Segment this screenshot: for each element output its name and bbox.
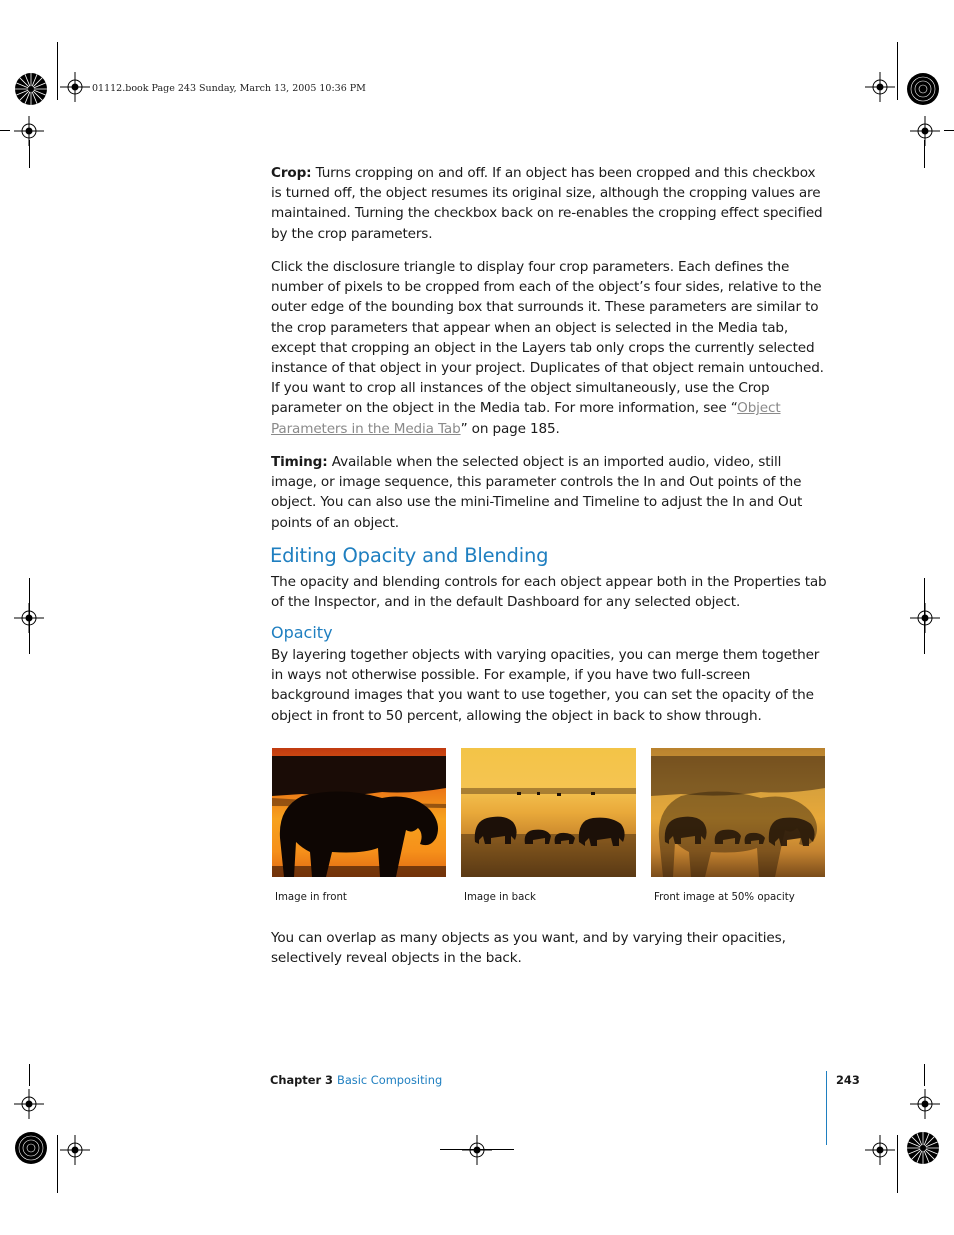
crosshair-target-icon	[865, 1135, 895, 1165]
crop-detail-paragraph	[271, 257, 827, 439]
timing-lead: Timing:	[271, 454, 328, 470]
crop-line	[897, 42, 898, 100]
closing-paragraph: You can overlap as many objects as you want, and by varying their opacities, selectively reveal objects in the back.	[271, 930, 786, 967]
crop-line	[0, 130, 10, 131]
footer-page-number: 243	[836, 1073, 860, 1087]
figure-caption: Front image at 50% opacity	[654, 892, 795, 903]
registration-mark-top-right-star-icon	[906, 72, 940, 106]
figure-caption: Image in back	[464, 892, 536, 903]
crop-lead: Crop:	[271, 165, 312, 181]
crosshair-target-icon	[14, 1089, 44, 1119]
crop-detail-text: Click the disclosure triangle to display four crop parameters. Each defines the number of pixels to be cropped from each of the object’s four sides, relative to the outer edge of the bounding box that surrounds it. These parameters are similar to the crop parameters that appear when an object is selected in the Media tab, except that cropping an object in the Layers tab only crops the currently selected instance of that object in your project. Duplicates of that object remain untouched. If you want to crop all instances of the object simultaneously, use the Crop parameter on the object in the Media tab. For more information, see “	[271, 259, 824, 417]
timing-paragraph	[271, 452, 827, 533]
crop-line	[897, 1135, 898, 1193]
print-header-stamp: 01112.book Page 243 Sunday, March 13, 2005 10:36 PM	[92, 83, 366, 94]
crosshair-target-icon	[910, 1089, 940, 1119]
crosshair-target-icon	[865, 72, 895, 102]
crop-line	[57, 42, 58, 100]
footer-chapter-label: Chapter 3	[270, 1073, 333, 1087]
crop-paragraph	[271, 163, 827, 244]
crosshair-target-icon	[60, 1135, 90, 1165]
timing-text: Available when the selected object is an imported audio, video, still image, or image sequence, this parameter controls the In and Out points of the object. You can also use the mini-Timeline and Timeline to adjust the In and Out points of an object.	[271, 454, 803, 531]
object-parameters-link[interactable]: Object Parameters in the Media Tab	[271, 400, 781, 437]
crop-line	[924, 578, 925, 654]
figure-image-in-front	[272, 748, 446, 877]
crop-line	[29, 1064, 30, 1086]
figure-caption: Image in front	[275, 892, 347, 903]
crop-line	[924, 1064, 925, 1086]
footer-chapter-title: Basic Compositing	[337, 1073, 443, 1087]
registration-mark-bottom-right-star-icon	[906, 1131, 940, 1165]
crop-line	[440, 1149, 514, 1150]
opacity-paragraph: By layering together objects with varying opacities, you can merge them together in ways not otherwise possible. For example, if you have two full-screen background images that you want to use together, you can set the opacity of the object in front to 50 percent, allowing the object in back to show through.	[271, 647, 820, 724]
crop-line	[944, 130, 954, 131]
crop-line	[29, 140, 30, 168]
crosshair-target-icon	[910, 116, 940, 146]
registration-mark-bottom-left-star-icon	[14, 1131, 48, 1165]
footer-divider	[826, 1071, 827, 1145]
crosshair-target-icon	[910, 603, 940, 633]
crop-line	[924, 140, 925, 168]
crop-line	[29, 578, 30, 654]
section-heading: Editing Opacity and Blending	[270, 544, 549, 567]
crosshair-target-icon	[462, 1135, 492, 1165]
crosshair-target-icon	[60, 72, 90, 102]
section-intro-paragraph: The opacity and blending controls for each object appear both in the Properties tab of the Inspector, and in the default Dashboard for any selected object.	[271, 574, 827, 611]
crop-text: Turns cropping on and off. If an object has been cropped and this checkbox is turned off, the object resumes its original size, although the cropping values are maintained. Turning the checkbox back on re-enables the cropping effect specified by the crop parameters.	[271, 165, 823, 242]
subsection-heading: Opacity	[271, 623, 333, 642]
figure-image-in-back	[461, 748, 636, 877]
figure-front-image-50-opacity	[651, 748, 825, 877]
registration-mark-top-left-star-icon	[14, 72, 48, 106]
crop-detail-text-after: ” on page 185.	[460, 420, 560, 437]
crop-line	[57, 1135, 58, 1193]
